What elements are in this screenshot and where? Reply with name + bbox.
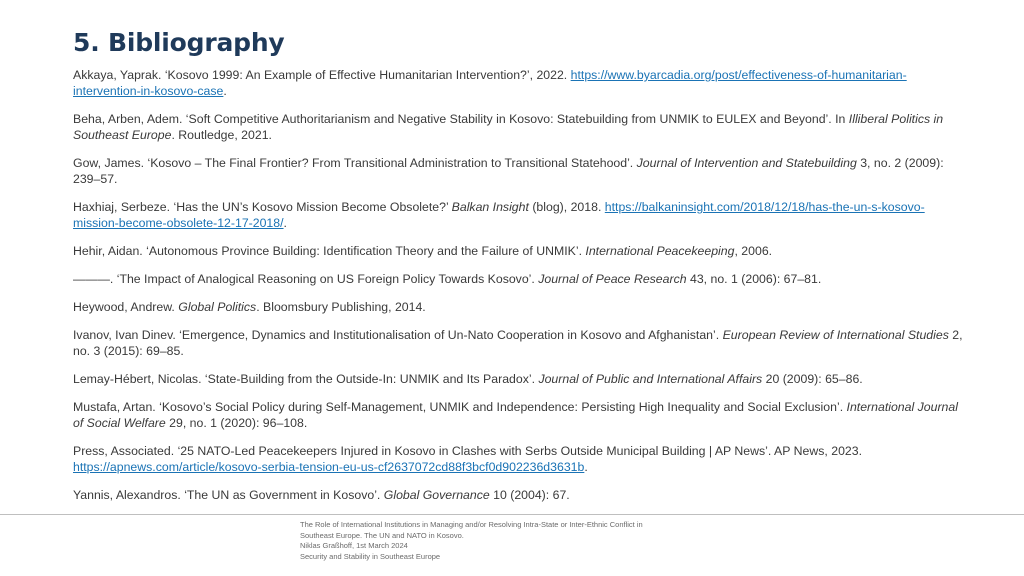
- bibliography-entry: Mustafa, Artan. ‘Kosovo’s Social Policy during Self-Management, UNMIK and Independence: Persisting High Inequality and Social Exclusion’. International Journal of Social Welfare 29, no. 1 (2020): 96–108.: [73, 400, 958, 430]
- footer-line: Southeast Europe. The UN and NATO in Kosovo.: [300, 530, 464, 540]
- bibliography-entry: Yannis, Alexandros. ‘The UN as Government in Kosovo’. Global Governance 10 (2004): 67.: [73, 488, 570, 502]
- bibliography-entry: Haxhiaj, Serbeze. ‘Has the UN’s Kosovo Mission Become Obsolete?’ Balkan Insight (blog), 2018. https://balkaninsight.com/2018/12/18/has-the-un-s-kosovo-mission-become-obsolete-12-17-2018/.: [73, 200, 925, 230]
- slide-footer: [300, 520, 760, 562]
- bibliography-entry: Heywood, Andrew. Global Politics. Bloomsbury Publishing, 2014.: [73, 300, 426, 314]
- entry-link[interactable]: https://apnews.com/article/kosovo-serbia-tension-eu-us-cf2637072cd88f3bcf0d902236d3631b: [73, 460, 585, 474]
- entry-link[interactable]: https://balkaninsight.com/2018/12/18/has-the-un-s-kosovo-mission-become-obsolete-12-17-2018/: [73, 200, 925, 230]
- bibliography-entry: Beha, Arben, Adem. ‘Soft Competitive Authoritarianism and Negative Stability in Kosovo: Statebuilding from UNMIK to EULEX and Beyond’. In Illiberal Politics in Southeast Europe. Routledge, 2021.: [73, 112, 944, 142]
- bibliography-entry: Ivanov, Ivan Dinev. ‘Emergence, Dynamics and Institutionalisation of Un-Nato Cooperation in Kosovo and Afghanistan’. European Review of International Studies 2, no. 3 (2015): 69–85.: [73, 328, 963, 358]
- bibliography-entry: Gow, James. ‘Kosovo – The Final Frontier? From Transitional Administration to Transitional Statehood’. Journal of Intervention and Statebuilding 3, no. 2 (2009): 239–57.: [73, 156, 944, 186]
- bibliography-list: [73, 67, 963, 515]
- page-title: 5. Bibliography: [73, 28, 285, 57]
- bibliography-entry: Press, Associated. ‘25 NATO-Led Peacekeepers Injured in Kosovo in Clashes with Serbs Outside Municipal Building | AP News’. AP News, 2023. https://apnews.com/article/kosovo-serbia-tension-eu-us-cf2637072cd88f3bcf0d902236d3631b.: [73, 444, 863, 474]
- footer-line: The Role of International Institutions in Managing and/or Resolving Intra-State or Inter-Ethnic Conflict in: [300, 520, 643, 529]
- bibliography-entry: ———. ‘The Impact of Analogical Reasoning on US Foreign Policy Towards Kosovo’. Journal of Peace Research 43, no. 1 (2006): 67–81.: [73, 272, 822, 286]
- footer-author: Niklas Graßhoff, 1st March 2024: [300, 541, 408, 550]
- entry-link[interactable]: https://www.byarcadia.org/post/effectiveness-of-humanitarian-intervention-in-kosovo-case: [73, 68, 907, 98]
- bibliography-entry: Lemay-Hébert, Nicolas. ‘State-Building from the Outside-In: UNMIK and Its Paradox’. Journal of Public and International Affairs 20 (2009): 65–86.: [73, 372, 863, 386]
- bibliography-entry: Hehir, Aidan. ‘Autonomous Province Building: Identification Theory and the Failure of UNMIK’. International Peacekeeping, 2006.: [73, 244, 773, 258]
- footer-divider: [0, 514, 1024, 515]
- footer-course: Security and Stability in Southeast Europe: [300, 551, 441, 561]
- bibliography-entry: Akkaya, Yaprak. ‘Kosovo 1999: An Example of Effective Humanitarian Intervention?’, 2022. https://www.byarcadia.org/post/effectiveness-of-humanitarian-intervention-in-kosovo-case.: [73, 68, 907, 98]
